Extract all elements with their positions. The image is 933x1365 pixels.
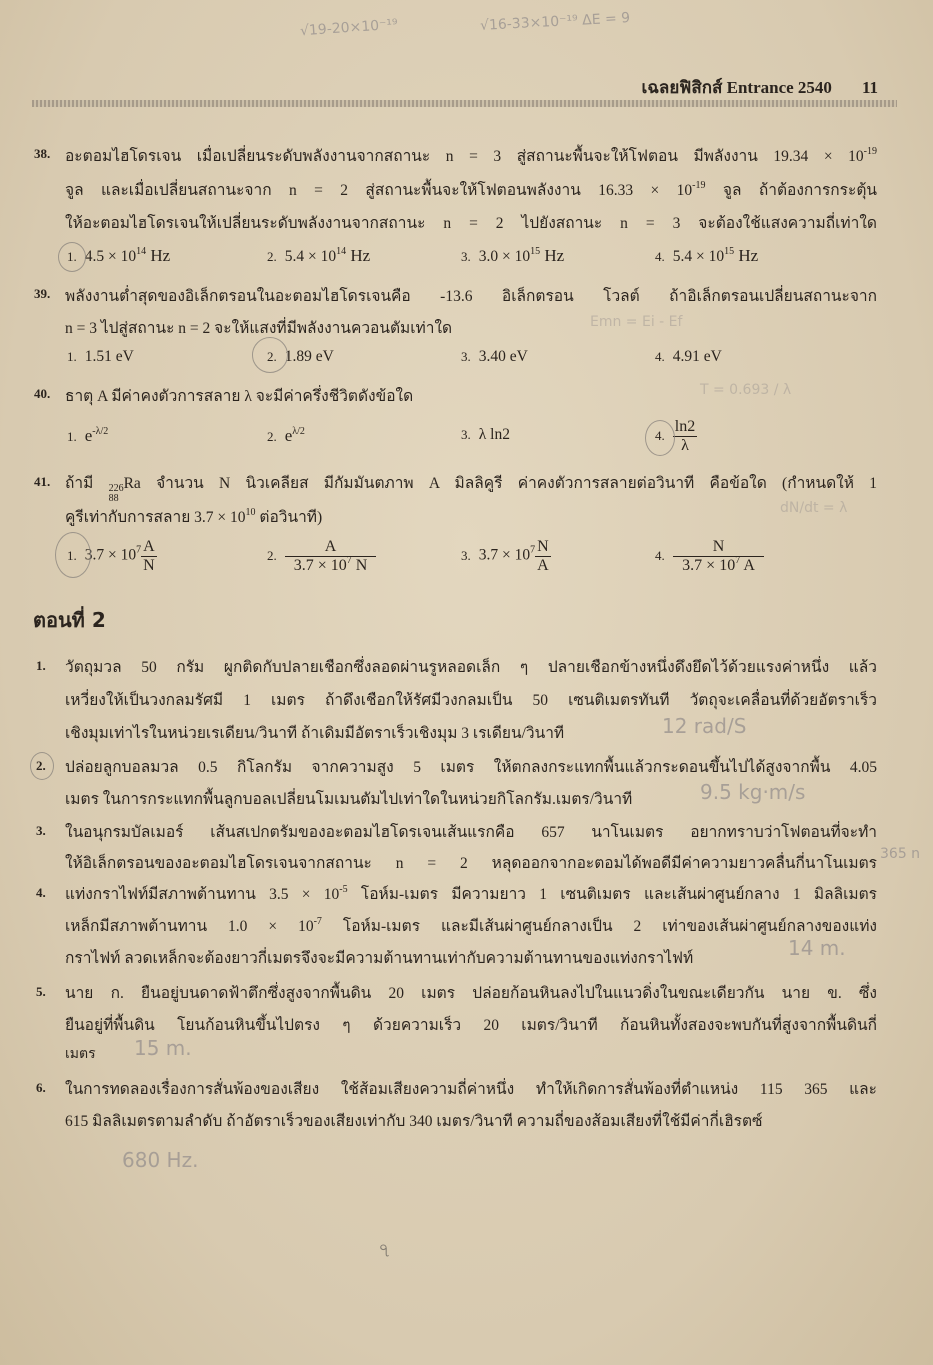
question-number: 38. bbox=[34, 146, 51, 161]
option: 2. 1.89 eV bbox=[267, 348, 334, 365]
question-38-line: ให้อะตอมไฮโดรเจนให้เปลี่ยนระดับพลังงานจากสถานะ n = 2 ไปยังสถานะ n = 3 จะต้องใช้แสงความถี่เท่าใด bbox=[65, 215, 877, 232]
question-number: 6. bbox=[36, 1080, 46, 1095]
answer-circle-mark bbox=[30, 752, 54, 780]
handwritten-note: √19-20×10⁻¹⁹ bbox=[299, 16, 399, 40]
question-41-line: คูรีเท่ากับการสลาย $3.7 \times 10^{10}$ ต่อวินาที) bbox=[65, 507, 323, 526]
option: 4. $5.4 \times 10^{15}$ Hz bbox=[655, 246, 759, 265]
part2-question-5-line: นาย ก. ยืนอยู่บนดาดฟ้าตึกซึ่งสูงจากพื้นดิน 20 เมตร ปล่อยก้อนหินลงไปในแนวดิ่งในขณะเดียวกัน นาย ข. ซึ่ง bbox=[65, 985, 877, 1002]
handwritten-note: Emn = Ei - Ef bbox=[590, 314, 683, 330]
handwritten-answer: 680 Hz. bbox=[122, 1148, 199, 1172]
part2-question-6-line: ในการทดลองเรื่องการสั่นพ้องของเสียง ใช้ส้อมเสียงความถี่ค่าหนึ่ง ทำให้เกิดการสั่นพ้องที่ตำแหน่ง 115 365 และ bbox=[65, 1081, 877, 1098]
answer-circle-mark bbox=[58, 242, 86, 272]
option: 1. $3.7 \times 10^7$ $\frac{A}{N}$ bbox=[67, 538, 155, 574]
part2-question-5-line: ยืนอยู่ที่พื้นดิน โยนก้อนหินขึ้นไปตรง ๆ ด้วยความเร็ว 20 เมตร/วินาที ก้อนหินทั้งสองจะพบกันที่สูงจากพื้นดินกี่ bbox=[65, 1017, 877, 1034]
handwritten-note: dN/dt = λ bbox=[780, 500, 848, 516]
section-title: ตอนที่ 2 bbox=[33, 608, 106, 632]
handwritten-answer: 365 n bbox=[880, 846, 921, 862]
part2-question-2-line: เมตร ในการกระแทกพื้นลูกบอลเปลี่ยนโมเมนตัมไปเท่าใดในหน่วยกิโลกรัม.เมตร/วินาที bbox=[65, 791, 633, 808]
part2-question-3-line: ให้อิเล็กตรอนของอะตอมไฮโดรเจนจากสถานะ n = 2 หลุดออกจากอะตอมได้พอดีมีค่าความยาวคลื่นกี่นาโนเมตร bbox=[65, 855, 877, 872]
part2-question-4-line: เหล็กมีสภาพต้านทาน $1.0 \times 10^{-7}$ โอห์ม-เมตร และมีเส้นผ่าศูนย์กลางเป็น 2 เท่าของเส้นผ่าศูนย์กลางของแท่ง bbox=[65, 916, 877, 935]
header-title: เฉลยฟิสิกส์ Entrance 2540 bbox=[641, 78, 832, 97]
handwritten-note: T = 0.693 / λ bbox=[700, 382, 792, 398]
part2-question-2-line: ปล่อยลูกบอลมวล 0.5 กิโลกรัม จากความสูง 5 เมตร ให้ตกลงกระแทกพื้นแล้วกระดอนขึ้นไปได้สูงจากพื้น 4.05 bbox=[65, 759, 877, 776]
question-39-line: n = 3 ไปสู่สถานะ n = 2 จะให้แสงที่มีพลังงานควอนตัมเท่าใด bbox=[65, 320, 453, 337]
running-header bbox=[642, 74, 878, 101]
handwritten-answer: 14 m. bbox=[788, 936, 846, 960]
option: 4. 4.91 eV bbox=[655, 348, 722, 365]
question-number: 2. bbox=[36, 758, 46, 773]
page-number: 11 bbox=[861, 78, 878, 97]
question-40-line: ธาตุ A มีค่าคงตัวการสลาย λ จะมีค่าครึ่งชีวิตดังข้อใด bbox=[65, 388, 414, 405]
part2-question-1-line: เชิงมุมเท่าไรในหน่วยเรเดียน/วินาที ถ้าเดิมมีอัตราเร็วเชิงมุม 3 เรเดียน/วินาที bbox=[65, 725, 565, 742]
question-number: 5. bbox=[36, 984, 46, 999]
part2-question-3-line: ในอนุกรมบัลเมอร์ เส้นสเปกตรัมของอะตอมไฮโดรเจนเส้นแรกคือ 657 นาโนเมตร อยากทราบว่าโฟตอนที่จะทำ bbox=[65, 824, 877, 841]
question-number: 39. bbox=[34, 286, 51, 301]
option: 4. $\frac{\ln 2}{\lambda}$ bbox=[655, 418, 696, 454]
part2-question-1-line: วัตถุมวล 50 กรัม ผูกติดกับปลายเชือกซึ่งลอดผ่านรูหลอดเล็ก ๆ ปลายเชือกข้างหนึ่งดึงยึดไว้ด้วยแรงค่าหนึ่ง แล้ว bbox=[65, 659, 877, 676]
option: 2. $e^{\lambda/2}$ bbox=[267, 426, 305, 445]
answer-circle-mark bbox=[645, 420, 675, 456]
option: 1. $4.5 \times 10^{14}$ Hz bbox=[67, 246, 171, 265]
handwritten-answer: 12 rad/S bbox=[662, 714, 747, 738]
part2-question-5-line: เมตร bbox=[65, 1047, 96, 1062]
option: 3. 3.40 eV bbox=[461, 348, 528, 365]
option: 3. λ ln2 bbox=[461, 426, 510, 443]
question-number: 40. bbox=[34, 386, 51, 401]
question-number: 1. bbox=[36, 658, 46, 673]
part2-question-1-line: เหวี่ยงให้เป็นวงกลมรัศมี 1 เมตร ถ้าดึงเชือกให้รัศมีวงกลมเป็น 50 เซนติเมตรทันที วัตถุจะเคลื่อนที่ด้วยอัตราเร็ว bbox=[65, 692, 877, 709]
question-number: 3. bbox=[36, 823, 46, 838]
option: 1. 1.51 eV bbox=[67, 348, 134, 365]
question-41-line: ถ้ามี 226 88 Ra จำนวน N นิวเคลียส มีกัมมันตภาพ A มิลลิคูรี ค่าคงตัวการสลายต่อวินาที คือข้อใด (กำหนดให้ 1 bbox=[65, 475, 877, 504]
handwritten-note: √16-33×10⁻¹⁹ ΔE = 9 bbox=[479, 10, 631, 34]
option: 1. $e^{-\lambda/2}$ bbox=[67, 426, 109, 445]
question-39-line: พลังงานต่ำสุดของอิเล็กตรอนในอะตอมไฮโดรเจนคือ -13.6 อิเล็กตรอน โวลต์ ถ้าอิเล็กตรอนเปลี่ยนสถานะจาก bbox=[65, 288, 877, 305]
part2-question-4-line: กราไฟท์ ลวดเหล็กจะต้องยาวกี่เมตรจึงจะมีความต้านทานเท่ากับความต้านทานของแท่งกราไฟท์ bbox=[65, 950, 694, 967]
answer-circle-mark bbox=[55, 532, 91, 578]
question-38-line: อะตอมไฮโดรเจน เมื่อเปลี่ยนระดับพลังงานจากสถานะ n = 3 สู่สถานะพื้นจะให้โฟตอน มีพลังงาน $19.34 \times 10^{-19}$ bbox=[65, 146, 877, 165]
option: 2. $\frac{A}{3.7 \times 10^7 N}$ bbox=[267, 538, 376, 574]
question-38-line: จูล และเมื่อเปลี่ยนสถานะจาก n = 2 สู่สถานะพื้นจะให้โฟตอนพลังงาน $16.33 \times 10^{-19}$ จูล ถ้าต้องการกระตุ้น bbox=[65, 180, 877, 199]
handwritten-answer: 9.5 kg·m/s bbox=[700, 780, 806, 804]
question-number: 41. bbox=[34, 474, 51, 489]
option: 3. $3.7 \times 10^7$ $\frac{N}{A}$ bbox=[461, 538, 549, 574]
handwritten-answer: 15 m. bbox=[134, 1036, 192, 1060]
answer-circle-mark bbox=[252, 337, 288, 373]
header-divider bbox=[32, 100, 897, 107]
option: 3. $3.0 \times 10^{15}$ Hz bbox=[461, 246, 565, 265]
part2-question-6-line: 615 มิลลิเมตรตามลำดับ ถ้าอัตราเร็วของเสียงเท่ากับ 340 เมตร/วินาที ความถี่ของส้อมเสียงที่ใช้มีค่ากี่เฮิรตซ์ bbox=[65, 1113, 763, 1130]
part2-question-4-line: แท่งกราไฟท์มีสภาพต้านทาน $3.5 \times 10^{-5}$ โอห์ม-เมตร มีความยาว 1 เซนติเมตร และเส้นผ่าศูนย์กลาง 1 มิลลิเมตร bbox=[65, 884, 877, 903]
option: 2. $5.4 \times 10^{14}$ Hz bbox=[267, 246, 371, 265]
question-number: 4. bbox=[36, 885, 46, 900]
handwritten-mark: ৭ bbox=[378, 1238, 392, 1262]
option: 4. $\frac{N}{3.7 \times 10^7 A}$ bbox=[655, 538, 764, 574]
